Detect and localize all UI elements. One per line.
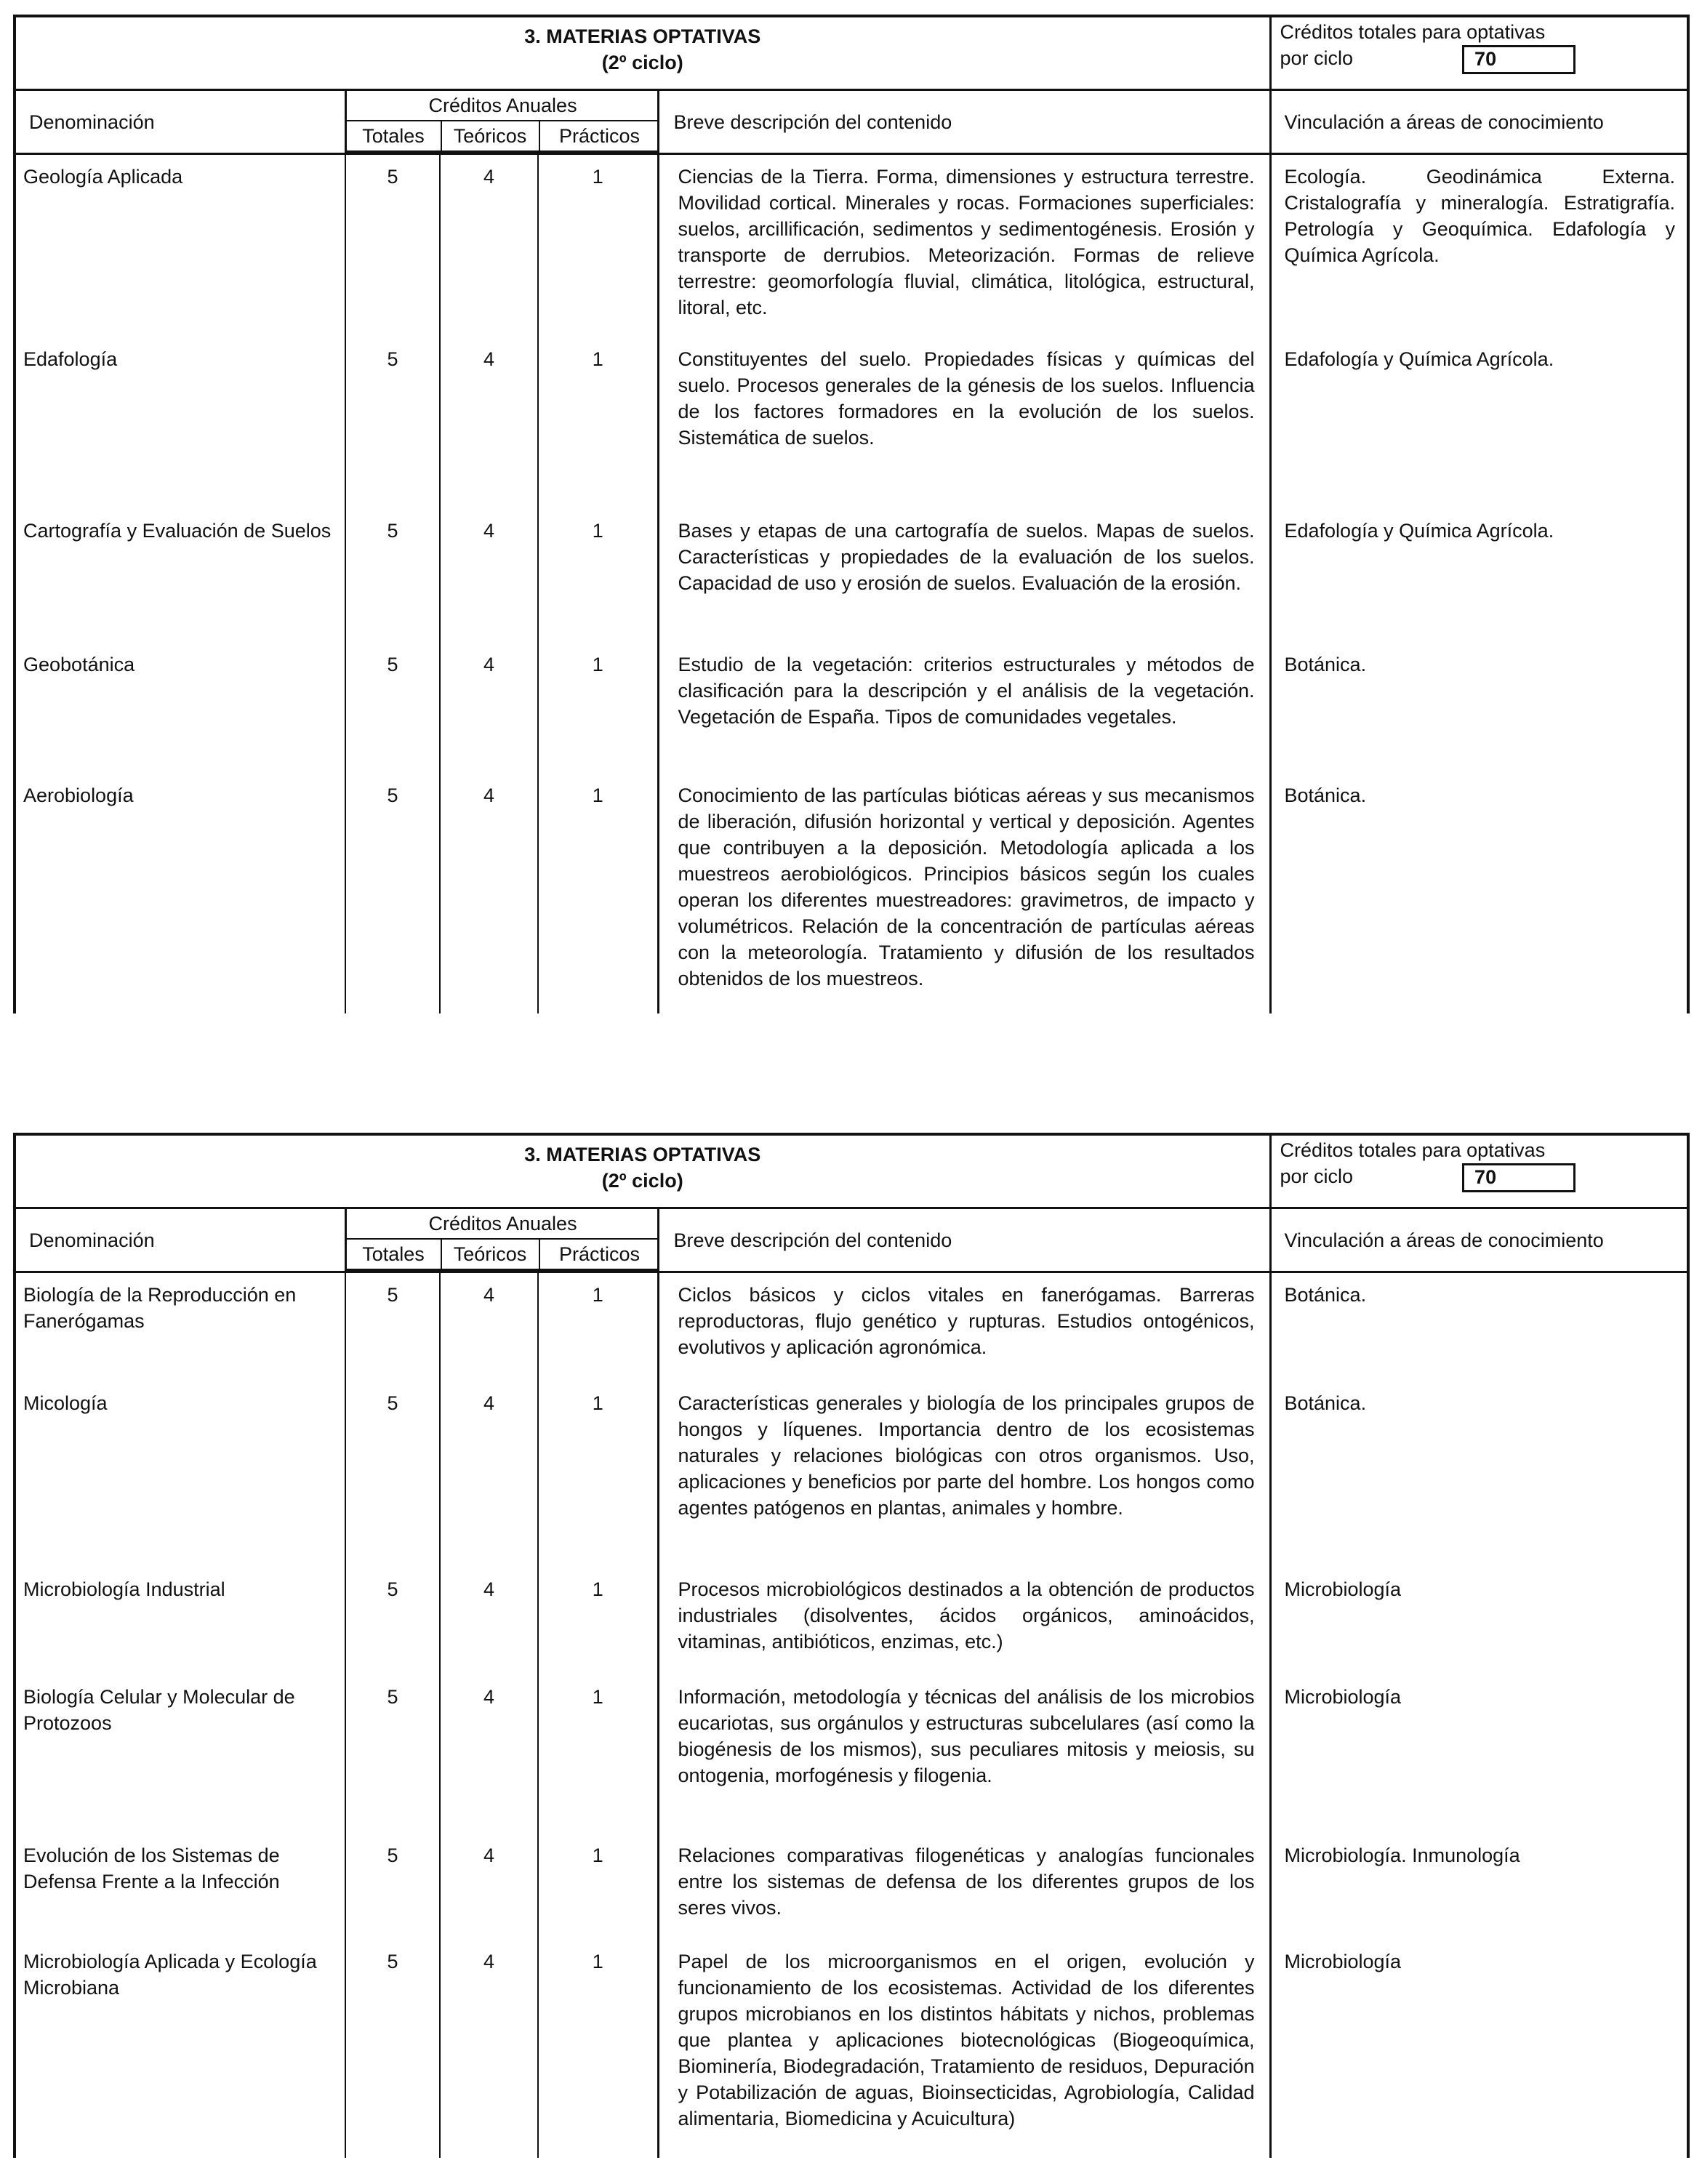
table-row xyxy=(15,1381,1688,1567)
header-teoricos: Teóricos xyxy=(441,121,539,152)
row-name: Microbiología Aplicada y Ecología Microbiana xyxy=(15,1940,345,2158)
header-descripcion: Breve descripción del contenido xyxy=(658,90,1270,154)
header-descripcion: Breve descripción del contenido xyxy=(658,1208,1270,1272)
row-totales: 5 xyxy=(345,1834,440,1940)
row-practicos: 1 xyxy=(538,1675,658,1834)
row-vinculacion: Ecología. Geodinámica Externa. Cristalografía y mineralogía. Estratigrafía. Petrología y Geoquímica. Edafología y Química Agrícola. xyxy=(1270,154,1688,337)
row-teoricos: 4 xyxy=(440,643,538,774)
row-name: Cartografía y Evaluación de Suelos xyxy=(15,509,345,643)
row-name: Edafología xyxy=(15,337,345,509)
row-name: Biología de la Reproducción en Fanerógamas xyxy=(15,1272,345,1381)
row-vinculacion: Microbiología xyxy=(1270,1675,1688,1834)
header-totales: Totales xyxy=(347,1239,441,1270)
row-description: Estudio de la vegetación: criterios estructurales y métodos de clasificación para la descripción y el análisis de la vegetación. Vegetación de España. Tipos de comunidades vegetales. xyxy=(658,643,1270,774)
header-vinculacion: Vinculación a áreas de conocimiento xyxy=(1270,1208,1688,1272)
row-totales: 5 xyxy=(345,509,440,643)
header-denominacion: Denominación xyxy=(15,1208,345,1272)
credits-value: 70 xyxy=(1462,45,1575,74)
header-practicos: Prácticos xyxy=(539,121,659,152)
row-teoricos: 4 xyxy=(440,1675,538,1834)
row-totales: 5 xyxy=(345,643,440,774)
row-description: Constituyentes del suelo. Propiedades físicas y químicas del suelo. Procesos generales de la génesis de los suelos. Influencia de los factores formadores en la evolución de los suelos. Sistemática de suelos. xyxy=(658,337,1270,509)
row-description: Papel de los microorganismos en el origen, evolución y funcionamiento de los ecosistemas. Actividad de los diferentes grupos microbianos en los distintos hábitats y nichos, problemas que plantea y aplicaciones biotecnológicas (Biogeoquímica, Biominería, Biodegradación, Tratamiento de residuos, Depuración y Potabilización de aguas, Bioinsecticidas, Agrobiología, Calidad alimentaria, Biomedicina y Acuicultura) xyxy=(658,1940,1270,2158)
header-totales: Totales xyxy=(347,121,441,152)
credits-value: 70 xyxy=(1462,1163,1575,1192)
header-creditos-anuales: Créditos Anuales xyxy=(347,91,659,121)
table-row xyxy=(15,1272,1688,1381)
row-teoricos: 4 xyxy=(440,337,538,509)
table-title: 3. MATERIAS OPTATIVAS xyxy=(524,25,761,47)
row-vinculacion: Edafología y Química Agrícola. xyxy=(1270,509,1688,643)
row-totales: 5 xyxy=(345,774,440,1013)
row-practicos: 1 xyxy=(538,1940,658,2158)
header-creditos xyxy=(345,1208,658,1272)
header-creditos-anuales: Créditos Anuales xyxy=(347,1209,659,1239)
row-vinculacion: Microbiología. Inmunología xyxy=(1270,1834,1688,1940)
row-teoricos: 4 xyxy=(440,1567,538,1675)
row-vinculacion: Botánica. xyxy=(1270,774,1688,1013)
table-row xyxy=(15,1834,1688,1940)
row-teoricos: 4 xyxy=(440,1381,538,1567)
row-totales: 5 xyxy=(345,1381,440,1567)
row-practicos: 1 xyxy=(538,1381,658,1567)
row-vinculacion: Botánica. xyxy=(1270,1272,1688,1381)
header-vinculacion: Vinculación a áreas de conocimiento xyxy=(1270,90,1688,154)
table-subtitle: (2º ciclo) xyxy=(601,1170,683,1192)
row-vinculacion: Microbiología xyxy=(1270,1567,1688,1675)
credits-label-line1: Créditos totales para optativas xyxy=(1280,1139,1546,1161)
table xyxy=(13,1133,1690,2158)
table-subtitle: (2º ciclo) xyxy=(601,52,683,73)
row-teoricos: 4 xyxy=(440,509,538,643)
credits-label-line2: por ciclo xyxy=(1280,47,1354,70)
header-creditos xyxy=(345,90,658,154)
row-name: Microbiología Industrial xyxy=(15,1567,345,1675)
row-teoricos: 4 xyxy=(440,1940,538,2158)
table-row xyxy=(15,1940,1688,2158)
row-practicos: 1 xyxy=(538,1567,658,1675)
row-practicos: 1 xyxy=(538,1272,658,1381)
row-name: Geobotánica xyxy=(15,643,345,774)
row-practicos: 1 xyxy=(538,509,658,643)
table-row xyxy=(15,1675,1688,1834)
row-totales: 5 xyxy=(345,1940,440,2158)
row-description: Características generales y biología de los principales grupos de hongos y líquenes. Importancia dentro de los ecosistemas naturales y relaciones biológicas con otros organismos. Uso, aplicaciones y beneficios por parte del hombre. Los hongos como agentes patógenos en plantas, animales y hombre. xyxy=(658,1381,1270,1567)
row-totales: 5 xyxy=(345,1272,440,1381)
row-teoricos: 4 xyxy=(440,1834,538,1940)
optativas-table-2 xyxy=(13,1133,1687,2184)
row-vinculacion: Botánica. xyxy=(1270,1381,1688,1567)
table-row xyxy=(15,154,1688,337)
credits-label-line1: Créditos totales para optativas xyxy=(1280,21,1546,43)
row-description: Información, metodología y técnicas del análisis de los microbios eucariotas, sus orgánulos y estructuras subcelulares (así como la biogénesis de los mismos), sus peculiares mitosis y meiosis, su ontogenia, morfogénesis y filogenia. xyxy=(658,1675,1270,1834)
row-description: Bases y etapas de una cartografía de suelos. Mapas de suelos. Características y propiedades de la evaluación de los suelos. Capacidad de uso y erosión de suelos. Evaluación de la erosión. xyxy=(658,509,1270,643)
row-description: Relaciones comparativas filogenéticas y analogías funcionales entre los sistemas de defensa de los diferentes grupos de los seres vivos. xyxy=(658,1834,1270,1940)
row-teoricos: 4 xyxy=(440,1272,538,1381)
row-practicos: 1 xyxy=(538,1834,658,1940)
optativas-table-1 xyxy=(13,15,1687,1040)
row-description: Conocimiento de las partículas bióticas aéreas y sus mecanismos de liberación, difusión horizontal y vertical y deposición. Agentes que contribuyen a la deposición. Metodología aplicada a los muestreos aerobiológicos. Principios básicos según los cuales operan los diferentes muestreadores: gravimetros, de impacto y volumétricos. Relación de la concentración de partículas aéreas con la meteorología. Tratamiento y difusión de los resultados obtenidos de los muestreos. xyxy=(658,774,1270,1013)
table-title-cell xyxy=(15,16,1270,90)
row-totales: 5 xyxy=(345,1675,440,1834)
row-name: Micología xyxy=(15,1381,345,1567)
table-row xyxy=(15,509,1688,643)
row-vinculacion: Microbiología xyxy=(1270,1940,1688,2158)
table-title: 3. MATERIAS OPTATIVAS xyxy=(524,1144,761,1165)
header-practicos: Prácticos xyxy=(539,1239,659,1270)
row-name: Evolución de los Sistemas de Defensa Frente a la Infección xyxy=(15,1834,345,1940)
table-row xyxy=(15,774,1688,1013)
row-practicos: 1 xyxy=(538,337,658,509)
credits-cell xyxy=(1270,16,1688,90)
row-practicos: 1 xyxy=(538,774,658,1013)
row-name: Geología Aplicada xyxy=(15,154,345,337)
row-description: Procesos microbiológicos destinados a la obtención de productos industriales (disolventes, ácidos orgánicos, aminoácidos, vitaminas, antibióticos, enzimas, etc.) xyxy=(658,1567,1270,1675)
row-teoricos: 4 xyxy=(440,774,538,1013)
row-description: Ciencias de la Tierra. Forma, dimensiones y estructura terrestre. Movilidad cortical. Minerales y rocas. Formaciones superficiales: suelos, arcillificación, sedimentos y sedimentogénesis. Erosión y transporte de derrubios. Meteorización. Formas de relieve terrestre: geomorfología fluvial, climática, litológica, estructural, litoral, etc. xyxy=(658,154,1270,337)
table-row xyxy=(15,1567,1688,1675)
row-totales: 5 xyxy=(345,337,440,509)
header-teoricos: Teóricos xyxy=(441,1239,539,1270)
header-denominacion: Denominación xyxy=(15,90,345,154)
row-description: Ciclos básicos y ciclos vitales en fanerógamas. Barreras reproductoras, flujo genético y rupturas. Estudios ontogénicos, evolutivos y aplicación agronómica. xyxy=(658,1272,1270,1381)
row-practicos: 1 xyxy=(538,154,658,337)
table-row xyxy=(15,643,1688,774)
row-vinculacion: Botánica. xyxy=(1270,643,1688,774)
credits-cell xyxy=(1270,1134,1688,1208)
row-totales: 5 xyxy=(345,1567,440,1675)
row-vinculacion: Edafología y Química Agrícola. xyxy=(1270,337,1688,509)
row-name: Aerobiología xyxy=(15,774,345,1013)
row-totales: 5 xyxy=(345,154,440,337)
table xyxy=(13,15,1690,1013)
row-practicos: 1 xyxy=(538,643,658,774)
row-teoricos: 4 xyxy=(440,154,538,337)
credits-label-line2: por ciclo xyxy=(1280,1165,1354,1188)
row-name: Biología Celular y Molecular de Protozoos xyxy=(15,1675,345,1834)
table-row xyxy=(15,337,1688,509)
table-title-cell xyxy=(15,1134,1270,1208)
